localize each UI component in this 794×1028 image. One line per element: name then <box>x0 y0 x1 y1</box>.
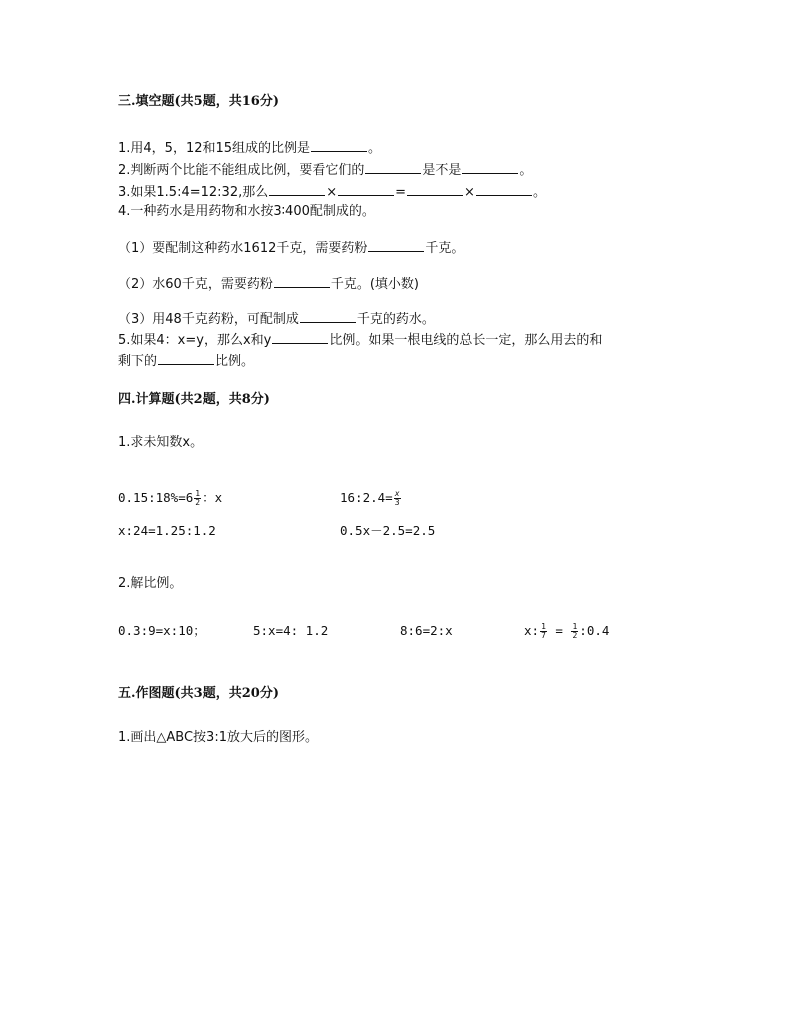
equation-text: 16:2.4= <box>340 490 393 505</box>
equation-4-2-a: 0.3:9=x:10； <box>118 623 206 638</box>
question-3-4-sub3 <box>118 310 435 328</box>
question-text: 1.用4，5，12和15组成的比例是 <box>118 141 311 156</box>
fraction-numerator: 1 <box>195 489 201 498</box>
equation-text: = <box>547 623 571 638</box>
question-text: 。 <box>519 163 533 178</box>
times-sign: × <box>464 185 475 200</box>
answer-blank[interactable] <box>272 331 328 344</box>
answer-blank[interactable] <box>158 352 214 365</box>
question-3-1 <box>118 139 381 157</box>
question-text: 。 <box>532 185 546 200</box>
fraction-denominator: 3 <box>394 498 400 507</box>
question-text: 千克。 <box>425 241 465 256</box>
section3-heading: 三.填空题(共5题，共16分) <box>118 94 279 109</box>
question-text: （2）水60千克，需要药粉 <box>118 277 273 292</box>
answer-blank[interactable] <box>368 239 424 252</box>
equation-4-1-b <box>340 490 402 507</box>
question-5-1: 1.画出△ABC按3:1放大后的图形。 <box>118 730 318 745</box>
section5-heading: 五.作图题(共3题，共20分) <box>118 686 279 701</box>
fraction <box>194 490 201 507</box>
answer-blank[interactable] <box>365 161 421 174</box>
equation-4-2-d <box>524 623 609 640</box>
question-3-5-line2 <box>118 352 254 370</box>
question-4-1-title: 1.求未知数x。 <box>118 435 204 450</box>
answer-blank[interactable] <box>462 161 518 174</box>
answer-blank[interactable] <box>300 310 356 323</box>
equals-sign: = <box>395 185 407 200</box>
fraction <box>571 623 578 640</box>
fraction-denominator: 2 <box>572 631 578 640</box>
section4-heading: 四.计算题(共2题，共8分) <box>118 392 270 407</box>
question-text: （1）要配制这种药水1612千克，需要药粉 <box>118 241 368 256</box>
equation-4-1-a <box>118 490 222 507</box>
equation-4-1-c: x:24=1.25:1.2 <box>118 523 216 538</box>
equation-4-2-c: 8:6=2:x <box>400 623 453 638</box>
fraction-numerator: 1 <box>572 622 578 631</box>
question-text: 5.如果4：x=y，那么x和y <box>118 333 272 348</box>
times-sign: × <box>326 185 338 200</box>
equation-text: 0.15:18%=6 <box>118 490 194 505</box>
question-3-4-sub2 <box>118 275 419 293</box>
question-text: 。 <box>368 141 382 156</box>
fraction-numerator: x <box>394 489 400 498</box>
question-text: 3.如果1.5:4=12:32,那么 <box>118 185 269 200</box>
question-3-5-line1 <box>118 331 602 349</box>
fraction <box>394 490 401 507</box>
question-3-2 <box>118 161 532 179</box>
question-4-2-title: 2.解比例。 <box>118 576 183 591</box>
question-text: 比例。如果一根电线的总长一定，那么用去的和 <box>329 333 603 348</box>
fraction-denominator: 2 <box>195 498 201 507</box>
question-3-4-sub1 <box>118 239 464 257</box>
equation-text: x: <box>524 623 540 638</box>
question-3-4-stem: 4.一种药水是用药物和水按3∶400配制成的。 <box>118 204 375 219</box>
question-text: 千克。(填小数) <box>330 277 419 292</box>
question-text: 剩下的 <box>118 354 158 369</box>
question-text: 千克的药水。 <box>356 312 435 327</box>
fraction <box>540 623 547 640</box>
answer-blank[interactable] <box>338 183 394 196</box>
answer-blank[interactable] <box>311 139 367 152</box>
answer-blank[interactable] <box>476 183 532 196</box>
question-text: （3）用48千克药粉，可配制成 <box>118 312 299 327</box>
fraction-numerator: 1 <box>541 622 546 631</box>
answer-blank[interactable] <box>407 183 463 196</box>
answer-blank[interactable] <box>274 275 330 288</box>
equation-4-1-d: 0.5x－2.5=2.5 <box>340 523 436 538</box>
question-text: 比例。 <box>215 354 255 369</box>
equation-text: ：x <box>202 490 223 505</box>
question-text: 是不是 <box>422 163 462 178</box>
equation-text: :0.4 <box>579 623 610 638</box>
question-text: 2.判断两个比能不能组成比例，要看它们的 <box>118 163 365 178</box>
question-3-3 <box>118 183 546 201</box>
fraction-denominator: 7 <box>541 631 546 640</box>
equation-4-2-b: 5:x=4: 1.2 <box>253 623 329 638</box>
answer-blank[interactable] <box>269 183 325 196</box>
